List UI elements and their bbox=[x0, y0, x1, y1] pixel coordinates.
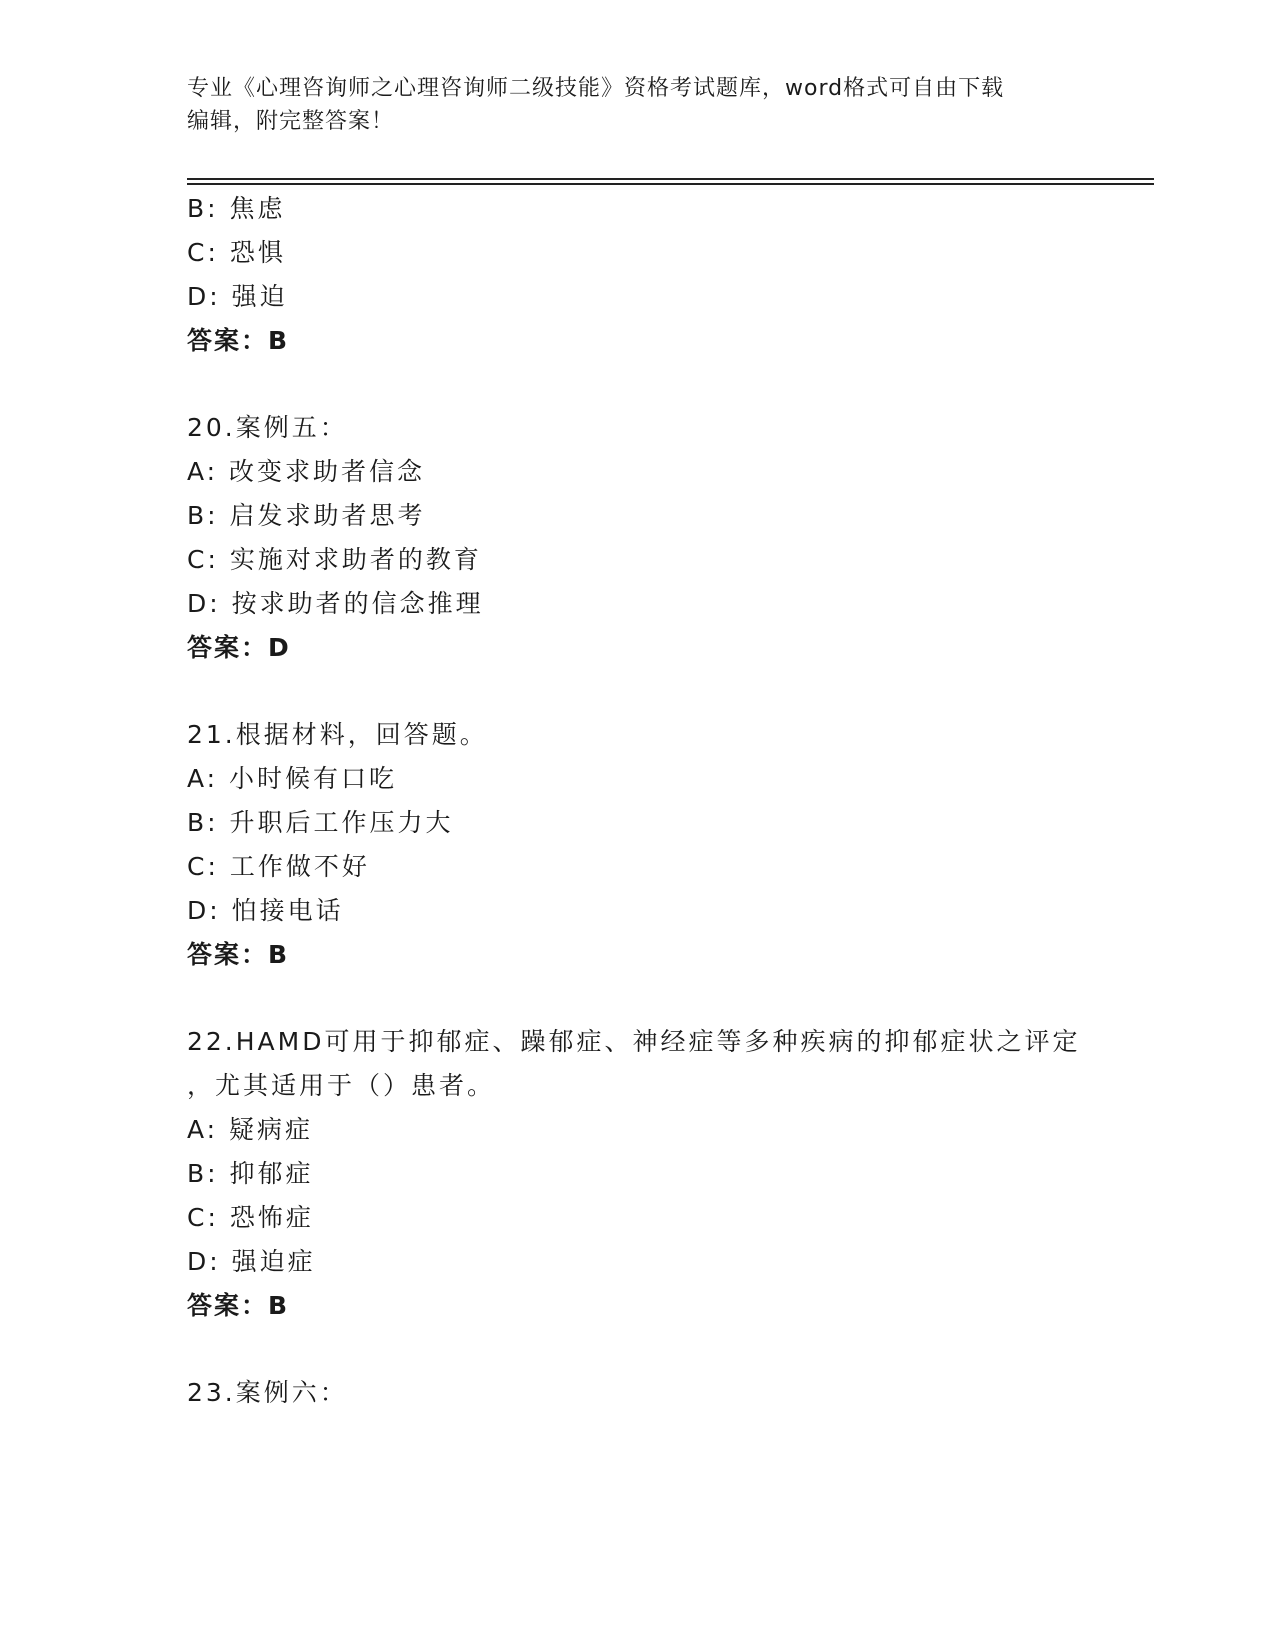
q20-option-a: A: 改变求助者信念 bbox=[187, 457, 426, 486]
header-line-1: 专业《心理咨询师之心理咨询师二级技能》资格考试题库，word格式可自由下载 bbox=[187, 76, 1005, 101]
q21-option-d: D: 怕接电话 bbox=[187, 896, 344, 925]
document-header bbox=[187, 72, 1087, 138]
header-divider-top bbox=[187, 178, 1154, 180]
q22-option-c: C: 恐怖症 bbox=[187, 1203, 314, 1232]
q21-option-a: A: 小时候有口吃 bbox=[187, 764, 398, 793]
q20-option-c: C: 实施对求助者的教育 bbox=[187, 545, 482, 574]
q19-answer: 答案：B bbox=[187, 326, 290, 355]
q20-option-d: D: 按求助者的信念推理 bbox=[187, 589, 484, 618]
q21-answer: 答案：B bbox=[187, 940, 290, 969]
q21-option-c: C: 工作做不好 bbox=[187, 852, 370, 881]
q22-option-a: A: 疑病症 bbox=[187, 1115, 314, 1144]
q22-title-line-1: 22.HAMD可用于抑郁症、躁郁症、神经症等多种疾病的抑郁症状之评定 bbox=[187, 1027, 1081, 1056]
q22-answer: 答案：B bbox=[187, 1291, 290, 1320]
q21-option-b: B: 升职后工作压力大 bbox=[187, 808, 454, 837]
q21-title: 21.根据材料，回答题。 bbox=[187, 720, 488, 749]
header-line-2: 编辑，附完整答案！ bbox=[187, 109, 395, 134]
q19-option-d: D: 强迫 bbox=[187, 282, 288, 311]
q19-option-b: B: 焦虑 bbox=[187, 194, 286, 223]
q22-option-d: D: 强迫症 bbox=[187, 1247, 316, 1276]
q23-title: 23.案例六： bbox=[187, 1378, 348, 1407]
header-divider-bottom bbox=[187, 183, 1154, 185]
q20-option-b: B: 启发求助者思考 bbox=[187, 501, 426, 530]
q22-title-line-2: ，尤其适用于（）患者。 bbox=[187, 1071, 496, 1100]
q20-title: 20.案例五： bbox=[187, 413, 348, 442]
q22-option-b: B: 抑郁症 bbox=[187, 1159, 314, 1188]
q19-option-c: C: 恐惧 bbox=[187, 238, 286, 267]
q20-answer: 答案：D bbox=[187, 633, 291, 662]
